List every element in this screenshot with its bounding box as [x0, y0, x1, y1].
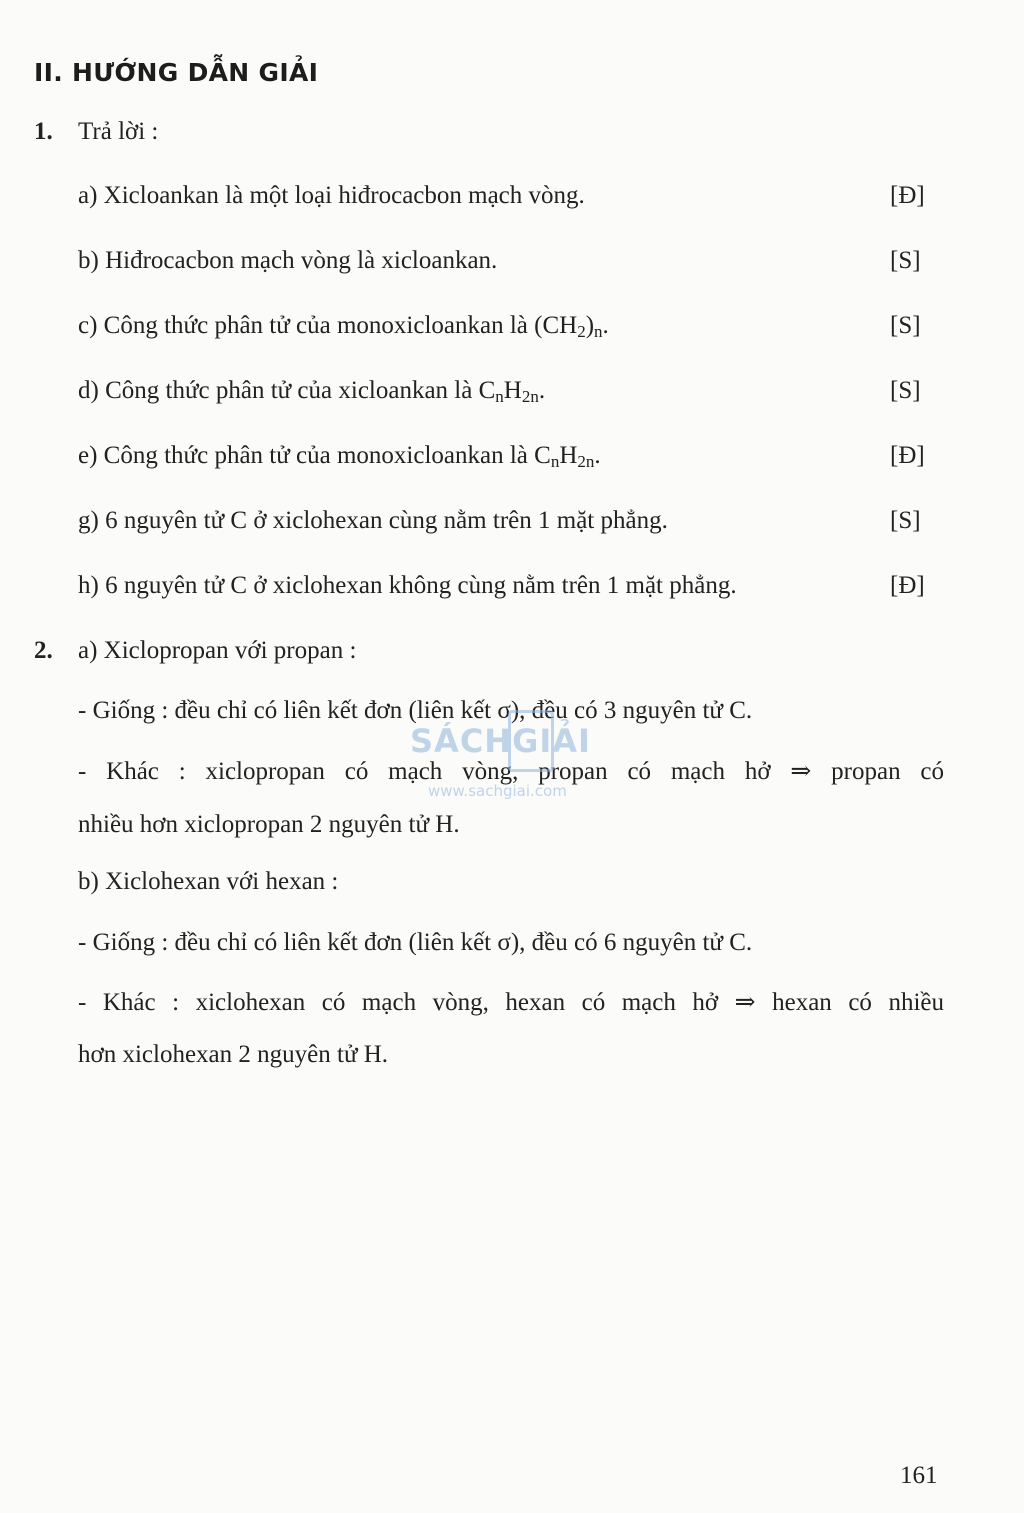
- formula-text: ): [585, 312, 595, 339]
- subscript: 2: [577, 322, 586, 341]
- question-1-number: 1.: [34, 118, 53, 145]
- formula-text: .: [602, 312, 609, 339]
- answer-item-b: b) Hiđrocacbon mạch vòng là xicloankan.: [78, 247, 498, 274]
- watermark-brand: SÁCHGIẢI: [410, 722, 591, 760]
- answer-item-a: a) Xicloankan là một loại hiđrocacbon mạch vòng.: [78, 182, 585, 209]
- answer-item-g: g) 6 nguyên tử C ở xiclohexan cùng nằm trên 1 mặt phẳng.: [78, 507, 668, 534]
- answer-mark-c: [S]: [890, 312, 921, 339]
- answer-mark-a: [Đ]: [890, 182, 925, 209]
- q2a-difference-line-2: nhiều hơn xiclopropan 2 nguyên tử H.: [78, 811, 460, 838]
- answer-item-h: h) 6 nguyên tử C ở xiclohexan không cùng nằm trên 1 mặt phẳng.: [78, 572, 737, 599]
- subscript: n: [594, 322, 603, 341]
- formula-text: .: [594, 442, 601, 469]
- q2b-similarity: - Giống : đều chỉ có liên kết đơn (liên kết σ), đều có 6 nguyên tử C.: [78, 929, 753, 956]
- question-1-intro: Trả lời :: [78, 118, 159, 145]
- formula-text: H: [503, 377, 522, 404]
- answer-mark-d: [S]: [890, 377, 921, 404]
- answer-mark-e: [Đ]: [890, 442, 925, 469]
- answer-mark-h: [Đ]: [890, 572, 925, 599]
- subscript: 2n: [577, 452, 595, 471]
- q2b-difference-line-1: - Khác : xiclohexan có mạch vòng, hexan có mạch hở ⇒ hexan có nhiều: [78, 989, 944, 1016]
- subscript: 2n: [521, 387, 539, 406]
- formula-text: e) Công thức phân tử của monoxicloankan là C: [78, 442, 551, 469]
- watermark-logo: [410, 708, 610, 804]
- page-number: 161: [900, 1462, 938, 1489]
- q2a-difference-line-1: - Khác : xiclopropan có mạch vòng, propan có mạch hở ⇒ propan có: [78, 758, 944, 785]
- subscript: n: [495, 387, 504, 406]
- section-heading: II. HƯỚNG DẪN GIẢI: [34, 58, 319, 87]
- answer-item-c: [78, 311, 609, 341]
- formula-text: c) Công thức phân tử của monoxicloankan là (CH: [78, 312, 578, 339]
- answer-mark-b: [S]: [890, 247, 921, 274]
- answer-item-d: [78, 376, 545, 406]
- watermark-url: www.sachgiai.com: [428, 782, 567, 800]
- formula-text: H: [559, 442, 578, 469]
- q2a-title: a) Xiclopropan với propan :: [78, 637, 357, 664]
- q2a-similarity: - Giống : đều chỉ có liên kết đơn (liên kết σ), đều có 3 nguyên tử C.: [78, 697, 753, 724]
- q2b-difference-line-2: hơn xiclohexan 2 nguyên tử H.: [78, 1041, 389, 1068]
- subscript: n: [550, 452, 560, 471]
- formula-text: .: [538, 377, 546, 404]
- formula-text: d) Công thức phân tử của xicloankan là C: [78, 377, 496, 404]
- question-2-number: 2.: [34, 637, 53, 664]
- answer-mark-g: [S]: [890, 507, 921, 534]
- answer-item-e: [78, 441, 601, 471]
- q2b-title: b) Xiclohexan với hexan :: [78, 868, 339, 895]
